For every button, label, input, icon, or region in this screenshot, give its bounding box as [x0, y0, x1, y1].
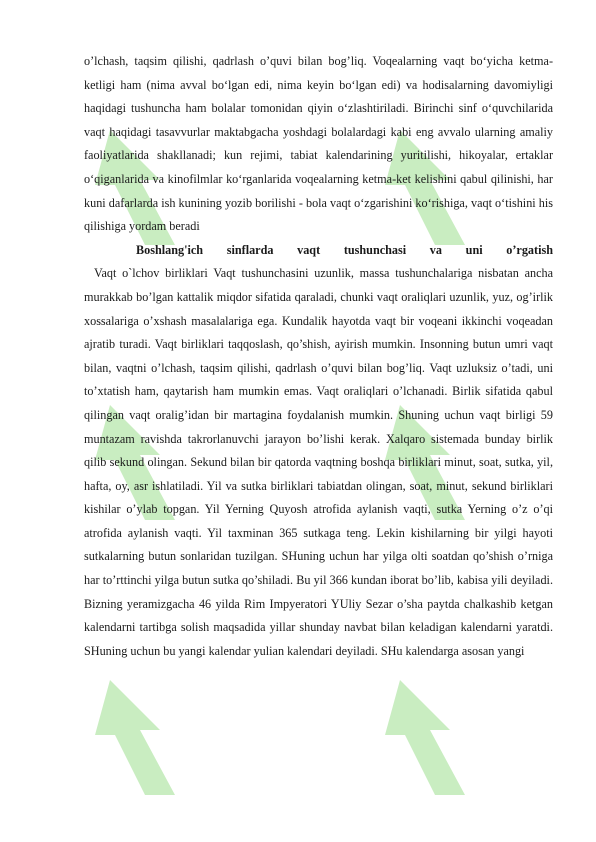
watermark-arrow-icon [80, 670, 190, 800]
section-heading: Boshlang'ich sinflarda vaqt tushunchasi va uni o’rgatish [136, 242, 553, 257]
paragraph-1: o’lchash, taqsim qilishi, qadrlash o’quvi bilan bog’liq. Voqealarning vaqt bo‘yicha ketma-ketligi ham (nima avval bo‘lgan edi, nima keyin bo‘lgan edi) va hodisalarning davomiyligi haqidagi tushuncha ham bolalar tomonidan qiyin o‘zlashtiriladi. Birinchi sinf o‘quvchilarida vaqt haqidagi tasavvurlar maktabgacha yoshdagi bolalardagi kabi eng avvalo ularning amaliy faoliyatlarida shakllanadi; kun rejimi, tabiat kalendarining yuritilishi, hikoyalar, ertaklar o‘qiganlarida va kinofilmlar ko‘rganlarida voqealarning ketma-ket kelishini qabul qilinishi, har kuni dafarlarda ish kunining yozib borilishi - bola vaqt o‘zgarishini ko‘rishiga, vaqt o‘tishini his qilishiga yordam beradi [84, 54, 553, 234]
paragraph-2: Vaqt o`lchov birliklari Vaqt tushunchasini uzunlik, massa tushunchalariga nisbatan ancha murakkab bo’lgan kattalik miqdor sifatida qaraladi, chunki vaqt oraliqlari uzunlik, yuz, og’irlik xossalariga o’xshash masalalariga ega. Kundalik hayotda vaqt bir voqeani ikkinchi voqeadan ajratib turadi. Vaqt birliklari taqqoslash, qo’shish, ayirish mumkin. Insonning butun umri vaqt bilan, vaqtni o’lchash, taqsim qilishi, qadrlash o’quvi bilan bog’liq. Vaqt uzluksiz o’tadi, uni to’xtatish ham, qaytarish ham mumkin emas. Vaqt oraliqlari o’lchanadi. Birlik sifatida qabul qilingan vaqt oralig’idan bir martagina foydalanish mumkin. Shuning uchun vaqt birligi 59 muntazam ravishda takrorlanuvchi jarayon bo’lishi kerak. Xalqaro sistemada bunday birlik qilib sekund olingan. Sekund bilan bir qatorda vaqtning boshqa birliklari minut, soat, sutka, yil, hafta, oy, asr ishlatiladi. Yil va sutka birliklari tabiatdan olingan, soat, minut, sekund birliklari kishilar o’ylab topgan. Yil Yerning Quyosh atrofida aylanish vaqti, sutka Yerning o’z o’qi atrofida aylanish vaqti. Yil taxminan 365 sutkaga teng. Lekin kishilarning bir yilgi hayoti sutkalarning butun sonlaridan tuzilgan. SHuning uchun har yilga olti soatdan qo’shish o’rniga har to’rttinchi yilga butun sutka qo’shiladi. Bu yil 366 kundan iborat bo’lib, kabisa yili deyiladi. Bizning yeramizgacha 46 yilda Rim Impyeratori YUliy Sezar o’sha paytda chalkashib ketgan kalendarni tartibga solish maqsadida yillar shunday navbat bilan keladigan kalendarni yaratdi. SHuning uchun bu yangi kalendar yulian kalendari deyiladi. SHu kalendarga asosan yangi [84, 266, 553, 658]
watermark-arrow-icon [370, 670, 480, 800]
body-text [84, 50, 553, 663]
